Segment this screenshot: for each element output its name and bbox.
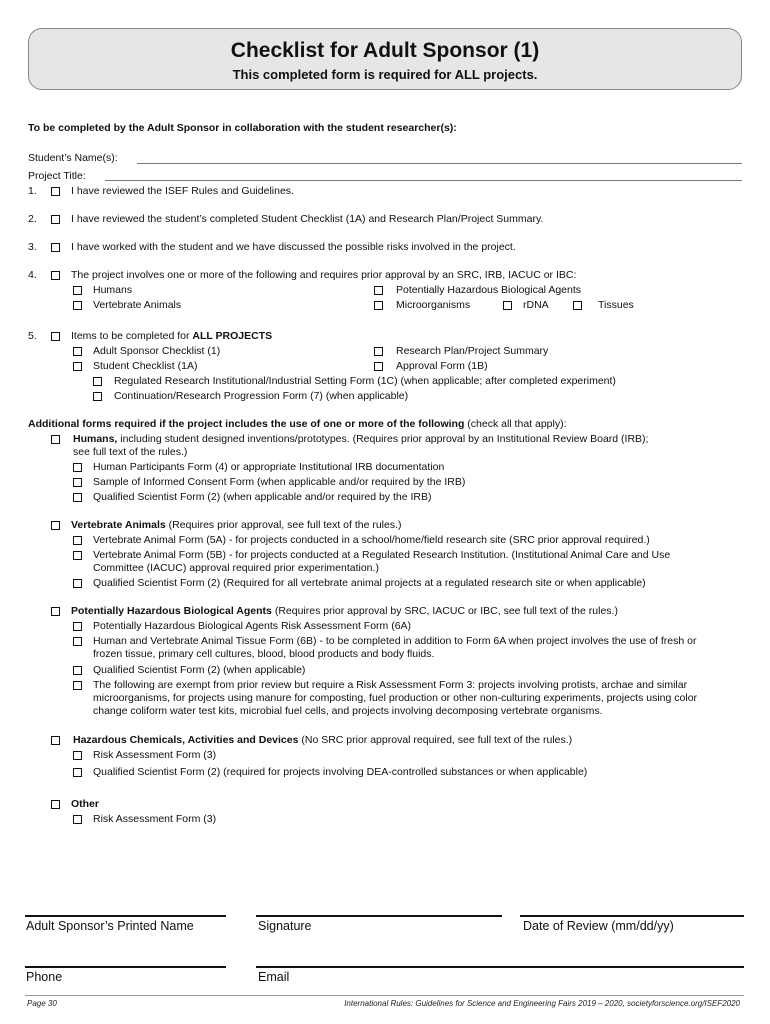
item-number: 4. [28, 269, 37, 281]
additional-heading [28, 418, 567, 431]
item-1-text: I have reviewed the ISEF Rules and Guidelines. [71, 185, 294, 197]
phba-form-6b: Human and Vertebrate Animal Tissue Form (6B) - to be completed in addition to Form 6A when project involves the use of fresh or [93, 635, 697, 647]
humans-section [73, 433, 648, 446]
email-label: Email [258, 970, 290, 984]
item-4-text: The project involves one or more of the following and requires prior approval by an SRC, IRB, IACUC or IBC: [71, 269, 577, 281]
checkbox[interactable] [374, 362, 383, 371]
footer-source: International Rules: Guidelines for Science and Engineering Fairs 2019 – 2020, societyforscience.org/ISEF2020 [344, 999, 740, 1008]
phba-form-6b-cont: frozen tissue, primary cell cultures, blood, blood products and body fluids. [93, 648, 435, 660]
page-number: Page 30 [27, 999, 57, 1008]
phba-form-6a: Potentially Hazardous Biological Agents Risk Assessment Form (6A) [93, 620, 412, 632]
humans-form-4: Human Participants Form (4) or appropriate Institutional IRB documentation [93, 461, 445, 473]
page-title: Checklist for Adult Sponsor (1) [230, 39, 540, 62]
signature-label: Signature [258, 919, 312, 933]
option-research-plan: Research Plan/Project Summary [396, 345, 549, 357]
option-form-7: Continuation/Research Progression Form (7) (when applicable) [114, 390, 409, 402]
footer-divider [25, 995, 744, 996]
checkbox[interactable] [374, 286, 383, 295]
checkbox[interactable] [51, 607, 60, 616]
item-number: 2. [28, 213, 37, 225]
option-humans: Humans [93, 284, 133, 296]
phba-exempt-1: The following are exempt from prior review but require a Risk Assessment Form 3: projects involving protists, archae and similar [93, 679, 688, 691]
item-3-text: I have worked with the student and we have discussed the possible risks involved in the project. [71, 241, 516, 253]
intro-text: To be completed by the Adult Sponsor in collaboration with the student researcher(s): [28, 122, 457, 134]
checkbox[interactable] [51, 435, 60, 444]
checkbox[interactable] [374, 301, 383, 310]
humans-rest-2: see full text of the rules.) [73, 446, 188, 458]
option-adult-sponsor-checklist: Adult Sponsor Checklist (1) [93, 345, 221, 357]
checkbox[interactable] [73, 347, 82, 356]
phba-exempt-2: microorganisms, for projects using manure for composting, fuel production or other non-culturing experiments, projects using color [93, 692, 698, 704]
form-header [28, 28, 742, 90]
checkbox[interactable] [73, 622, 82, 631]
vertebrate-qs-form: Qualified Scientist Form (2) (Required for all vertebrate animal projects at a regulated research site or when applicable) [93, 577, 646, 589]
checkbox[interactable] [73, 463, 82, 472]
checkbox[interactable] [73, 666, 82, 675]
checkbox[interactable] [73, 493, 82, 502]
other-section: Other [71, 798, 100, 810]
item-number: 3. [28, 241, 37, 253]
date-label: Date of Review (mm/dd/yy) [523, 919, 674, 933]
item-number: 1. [28, 185, 37, 197]
item-2-text: I have reviewed the student’s completed Student Checklist (1A) and Research Plan/Project Summary. [71, 213, 544, 225]
option-rdna: rDNA [523, 299, 549, 311]
other-risk-form: Risk Assessment Form (3) [93, 813, 217, 825]
hazardous-section [73, 734, 572, 747]
checkbox[interactable] [51, 800, 60, 809]
checkbox[interactable] [73, 637, 82, 646]
checkbox[interactable] [73, 301, 82, 310]
checkbox[interactable] [73, 681, 82, 690]
checkbox[interactable] [73, 768, 82, 777]
checkbox[interactable] [93, 392, 102, 401]
vertebrate-form-5b: Vertebrate Animal Form (5B) - for projects conducted at a Regulated Research Institution. (Institutional Animal Care and Use [93, 549, 671, 561]
checkbox[interactable] [73, 362, 82, 371]
phba-exempt-3: change coliform water test kits, microbial fuel cells, and projects involving decomposing vertebrate organisms. [93, 705, 603, 717]
additional-heading-rest: (check all that apply): [464, 418, 567, 430]
vertebrate-bold: Vertebrate Animals [71, 519, 166, 531]
checkbox[interactable] [73, 551, 82, 560]
date-field[interactable] [520, 915, 744, 917]
option-tissues: Tissues [598, 299, 634, 311]
checkbox[interactable] [51, 215, 60, 224]
checkbox[interactable] [73, 478, 82, 487]
option-phba: Potentially Hazardous Biological Agents [396, 284, 582, 296]
phone-label: Phone [26, 970, 63, 984]
option-microorganisms: Microorganisms [396, 299, 471, 311]
option-form-1c: Regulated Research Institutional/Industrial Setting Form (1C) (when applicable; after completed experiment) [114, 375, 616, 387]
vertebrate-form-5b-cont: Committee (IACUC) approval required prior experimentation.) [93, 562, 379, 574]
option-student-checklist: Student Checklist (1A) [93, 360, 198, 372]
item-5-bold: ALL PROJECTS [192, 330, 273, 342]
checkbox[interactable] [51, 187, 60, 196]
item-5-prefix: Items to be completed for [71, 330, 193, 342]
printed-name-field[interactable] [25, 915, 226, 917]
item-5-text [71, 330, 272, 343]
checkbox[interactable] [503, 301, 512, 310]
vertebrate-form-5a: Vertebrate Animal Form (5A) - for projects conducted in a school/home/field research site (SRC prior approval required.) [93, 534, 650, 546]
option-vertebrate: Vertebrate Animals [93, 299, 182, 311]
checkbox[interactable] [51, 521, 60, 530]
checkbox[interactable] [73, 286, 82, 295]
checkbox[interactable] [51, 271, 60, 280]
phba-rest: (Requires prior approval by SRC, IACUC or IBC, see full text of the rules.) [271, 605, 618, 617]
hazardous-qs-form: Qualified Scientist Form (2) (required for projects involving DEA-controlled substances or when applicable) [93, 766, 588, 778]
checkbox[interactable] [73, 536, 82, 545]
hazardous-bold: Hazardous Chemicals, Activities and Devices [73, 734, 299, 746]
phba-bold: Potentially Hazardous Biological Agents [71, 605, 272, 617]
phone-field[interactable] [25, 966, 226, 968]
hazardous-rest: (No SRC prior approval required, see full text of the rules.) [298, 734, 573, 746]
checkbox[interactable] [73, 751, 82, 760]
checkbox[interactable] [73, 815, 82, 824]
option-approval-form: Approval Form (1B) [396, 360, 488, 372]
phba-section [71, 605, 618, 618]
signature-field[interactable] [256, 915, 502, 917]
checkbox[interactable] [93, 377, 102, 386]
student-names-label: Student’s Name(s): [28, 152, 118, 164]
humans-consent-form: Sample of Informed Consent Form (when applicable and/or required by the IRB) [93, 476, 466, 488]
project-title-label: Project Title: [28, 170, 86, 182]
checkbox[interactable] [374, 347, 383, 356]
vertebrate-rest: (Requires prior approval, see full text of the rules.) [165, 519, 402, 531]
page-subtitle: This completed form is required for ALL projects. [232, 67, 538, 82]
checkbox[interactable] [573, 301, 582, 310]
email-field[interactable] [256, 966, 744, 968]
hazardous-risk-form: Risk Assessment Form (3) [93, 749, 217, 761]
checkbox[interactable] [73, 579, 82, 588]
printed-name-label: Adult Sponsor’s Printed Name [26, 919, 194, 933]
checkbox[interactable] [51, 332, 60, 341]
item-number: 5. [28, 330, 37, 342]
project-title-field[interactable] [105, 180, 742, 181]
humans-rest: including student designed inventions/prototypes. (Requires prior approval by an Institutional Review Board (IRB); [117, 433, 649, 445]
phba-qs-form: Qualified Scientist Form (2) (when applicable) [93, 664, 306, 676]
additional-heading-bold: Additional forms required if the project includes the use of one or more of the following [28, 418, 465, 430]
student-names-field[interactable] [137, 163, 742, 164]
checkbox[interactable] [51, 736, 60, 745]
humans-qs-form: Qualified Scientist Form (2) (when applicable and/or required by the IRB) [93, 491, 432, 503]
checkbox[interactable] [51, 243, 60, 252]
humans-bold: Humans, [73, 433, 118, 445]
vertebrate-section [71, 519, 402, 532]
